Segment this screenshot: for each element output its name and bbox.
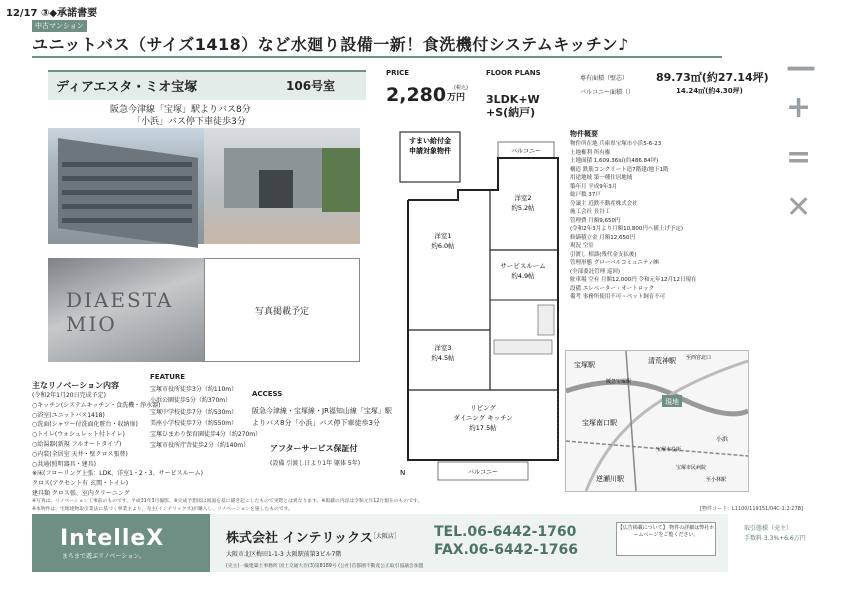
overview-item: 分譲主 近鉄不動産株式会社 bbox=[570, 200, 638, 207]
room-west3: 洋室3 bbox=[434, 344, 452, 352]
category-tag: 中古マンション bbox=[32, 20, 87, 32]
overview-title: 物件概要 bbox=[570, 130, 598, 138]
map-label: 至小林駅 bbox=[706, 477, 727, 483]
overview-item: 土地権利 所有権 bbox=[570, 149, 611, 156]
map-label: 宝塚南口駅 bbox=[582, 419, 617, 427]
feature-item: 小浜公園徒歩5分（約370m） bbox=[150, 397, 232, 405]
overview-item: 土地面積 1,609.36㎡(約486.84坪) bbox=[570, 158, 659, 164]
minus-mark-icon: — bbox=[786, 50, 816, 85]
badge-line-2: 申請対象物件 bbox=[409, 147, 451, 155]
overview-item: 構造 鉄筋コンクリート造7階建/地下1階 bbox=[570, 166, 669, 173]
overview-item: (令和2年3月より月額10,800円へ値上げ予定) bbox=[570, 226, 684, 232]
renovation-item: ○洗面(シャワー付洗面化粧台・収納扉) bbox=[32, 421, 138, 429]
badge-line-1: すまい給付金 bbox=[409, 137, 451, 145]
overview-item: 物件所在地 兵庫県宝塚市小浜5-6-23 bbox=[570, 141, 662, 147]
area-map bbox=[565, 350, 749, 492]
headline: ユニットバス（サイズ1418）など水廻り設備一新！食洗機付システムキッチン♪ bbox=[32, 35, 629, 54]
feature-list bbox=[150, 384, 261, 452]
renovation-title: 主なリノベーション内容 bbox=[32, 381, 120, 390]
company-tel: TEL.06-6442-1760 bbox=[434, 524, 577, 540]
map-label-site: 現地 bbox=[665, 398, 679, 406]
room-service: サービスルーム bbox=[500, 262, 546, 270]
room-dining: ダイニング キッチン bbox=[453, 414, 513, 422]
area-value: 89.73㎡(約27.14坪) bbox=[656, 71, 769, 84]
overview-item: 駐車場 空有 月額12,000円 令和元年12月12日現在 bbox=[570, 277, 697, 283]
renovation-item: 建具類 クロス張、室内クリーニング bbox=[32, 489, 130, 497]
floor-plan-drawing bbox=[398, 130, 568, 490]
price-value: 2,280 bbox=[386, 84, 447, 106]
overview-item: 管理形態 グローバルコミュニティ㈱ bbox=[570, 260, 659, 266]
plus-mark-icon: + bbox=[786, 90, 812, 125]
times-mark-icon: ✕ bbox=[786, 190, 812, 225]
company-license: (売主)一級建築士事務所 国土交通大臣(3)第8189号 (公社)首都圏不動産公正取引協議会加盟 bbox=[226, 564, 424, 569]
room-number: 106号室 bbox=[286, 79, 336, 93]
feature-title: FEATURE bbox=[150, 373, 186, 381]
north-arrow-icon: N bbox=[400, 469, 406, 477]
overview-list bbox=[570, 140, 697, 302]
feature-item: 宝塚中学校徒歩7分（約530m） bbox=[150, 408, 238, 416]
entrance-photo bbox=[204, 128, 360, 244]
after-service-title: アフターサービス保証付 bbox=[270, 444, 358, 453]
company-address: 大阪市北区梅田1-1-3 大阪駅前第3ビル7階 bbox=[226, 551, 342, 558]
building-sign-photo bbox=[48, 258, 204, 362]
renovation-item: ※床(フローリング上張：LDK、洋室1・2・3、サービスルーム) bbox=[32, 470, 203, 478]
photo-placeholder bbox=[204, 258, 360, 362]
property-code: [物件コード：L1100/119151/04C-1:2:27B] bbox=[700, 506, 804, 512]
balcony-area-label: バルコニー面積（） bbox=[580, 89, 635, 96]
renovation-item: クロス(アクセント有 玄関・トイレ) bbox=[32, 480, 129, 488]
layout-line-1: 3LDK+W bbox=[486, 93, 540, 106]
layout-type bbox=[486, 93, 540, 119]
feature-item: 宝塚ひまわり保育園徒歩4分（約270m） bbox=[150, 431, 262, 439]
company-name: 株式会社 インテリックス bbox=[226, 531, 373, 546]
area-label: 専有面積（壁芯） bbox=[580, 75, 629, 82]
map-label: 阪急宝塚駅 bbox=[606, 379, 632, 385]
overview-item: 用途地域 第一種住居地域 bbox=[570, 175, 633, 181]
access-line-2: 「小浜」バス停下車徒歩3分 bbox=[132, 117, 246, 127]
room-balcony-top: バルコニー bbox=[510, 148, 542, 155]
map-label: 宝塚市民病院 bbox=[676, 465, 707, 471]
access-title: ACCESS bbox=[252, 390, 283, 398]
sign-text: DIAESTA MIO bbox=[66, 288, 174, 336]
company-branch: ［大阪店］ bbox=[370, 533, 401, 540]
feature-item: 宝塚市役所庁舎徒歩2分（約140m） bbox=[150, 442, 250, 450]
access-text: 阪急今津線・宝塚線・JR福知山線「宝塚」駅よりバス8分「小浜」バス停下車徒歩3分 bbox=[252, 407, 392, 427]
website-note: 【広告掲載について】 物件の詳細は弊社ホームページをご覧ください。 bbox=[616, 522, 716, 556]
overview-item: 設備 エレベーター・オートロック bbox=[570, 285, 655, 292]
overview-item: 備考 事務所使用不可・ペット飼育不可 bbox=[570, 294, 666, 300]
fee-box bbox=[744, 524, 806, 544]
renovation-item: (令和2年1月20日完成予定) bbox=[32, 392, 106, 399]
renovation-item: ○内装(全居室 天井・壁クロス張替) bbox=[32, 450, 128, 458]
price-label: PRICE bbox=[386, 69, 410, 77]
overview-item: 総戸数 37戸 bbox=[570, 192, 601, 198]
room-service-size: 約4.9帖 bbox=[511, 272, 535, 280]
floorplan-label: FLOOR PLANS bbox=[486, 69, 541, 77]
access-line-1: 阪急今津線「宝塚」駅よりバス8分 bbox=[110, 105, 251, 115]
room-west2-size: 約5.2帖 bbox=[511, 204, 535, 212]
renovation-item: ○浴室(ユニットバス1418) bbox=[32, 411, 105, 419]
building-exterior-photo bbox=[48, 128, 204, 244]
doc-top-left-note: 12/17 ③◆承諾書要 bbox=[6, 8, 98, 19]
fee-value: 手数料 3.3%+6.6万円 bbox=[744, 535, 806, 542]
room-west2: 洋室2 bbox=[514, 194, 532, 202]
room-west1-size: 約6.0帖 bbox=[431, 242, 455, 250]
property-name: ディアエスタ・ミオ宝塚 bbox=[56, 80, 198, 95]
overview-item: 施工会社 長谷工 bbox=[570, 209, 611, 215]
overview-item: 管理費 月額9,650円 bbox=[570, 217, 621, 224]
overview-item: 修繕積立金 月額12,650円 bbox=[570, 234, 635, 241]
renovation-item: ○キッチン(システムキッチン・食洗機・浄水器) bbox=[32, 401, 161, 409]
logo-text: IntelleX bbox=[60, 526, 165, 551]
balcony-area-value: 14.24㎡(約4.30坪) bbox=[676, 87, 743, 95]
overview-item: (全部委託管理 巡回) bbox=[570, 268, 621, 275]
map-label: 宝塚駅 bbox=[574, 361, 595, 369]
footnote-line: ※写真は、リノベーション工事前のものです。平成31年3月撮影。※完成予想図は図面を基に描き起こしたもので実際とは異なります。※掲載の内容は令和元年12月現在のものです。 bbox=[32, 499, 423, 504]
logo-tagline: まちまで遊ぶリノベーション。 bbox=[62, 553, 145, 560]
fee-label: 取引態様（売主） bbox=[744, 525, 793, 532]
overview-item: 築年月 平成9年3月 bbox=[570, 183, 618, 190]
map-label: 清荒神駅 bbox=[648, 357, 676, 365]
price-unit: 万円 bbox=[447, 93, 466, 103]
room-balcony-bottom: バルコニー bbox=[467, 469, 499, 476]
equals-mark-icon: = bbox=[786, 140, 812, 175]
renovation-item: ○共通(照明器具・建具) bbox=[32, 460, 96, 468]
feature-item: 美座小学校徒歩7分（約550m） bbox=[150, 419, 238, 427]
footnote bbox=[32, 498, 422, 514]
map-label: 至西宮北口 bbox=[686, 355, 712, 361]
feature-item: 宝塚市役所徒歩3分（約110m） bbox=[150, 386, 238, 393]
room-living: リビング bbox=[470, 404, 496, 412]
after-service-sub: (設備 引渡し日より1年 躯体 5年) bbox=[270, 460, 361, 467]
map-label: 宝塚市役所 bbox=[656, 447, 682, 453]
layout-line-2: +S(納戸) bbox=[486, 106, 536, 119]
room-west1: 洋室1 bbox=[434, 232, 452, 240]
company-fax: FAX.06-6442-1766 bbox=[434, 542, 578, 558]
photo-placeholder-text: 写真掲載予定 bbox=[254, 307, 309, 317]
renovation-item: ○給湯器(新規 フルオートタイプ) bbox=[32, 440, 122, 448]
map-label: 小浜 bbox=[716, 436, 729, 443]
headline-divider bbox=[32, 56, 722, 58]
room-living-size: 約17.5帖 bbox=[469, 424, 497, 432]
room-west3-size: 約4.5帖 bbox=[431, 354, 455, 362]
overview-item: 現況 空室 bbox=[570, 243, 594, 249]
price-tax: (税込) bbox=[454, 85, 468, 91]
overview-item: 引渡し 相談(残代金支払後) bbox=[570, 251, 637, 258]
map-label: 逆瀬川駅 bbox=[596, 475, 624, 483]
renovation-item: ○トイレ(ウォシュレット付トイレ) bbox=[32, 431, 125, 439]
footnote-line: ※本物件は、宅地建物取引業法に基づく事業主より、売主(インテリックス)が購入し、リノベーションを施したものです。 bbox=[32, 507, 293, 512]
